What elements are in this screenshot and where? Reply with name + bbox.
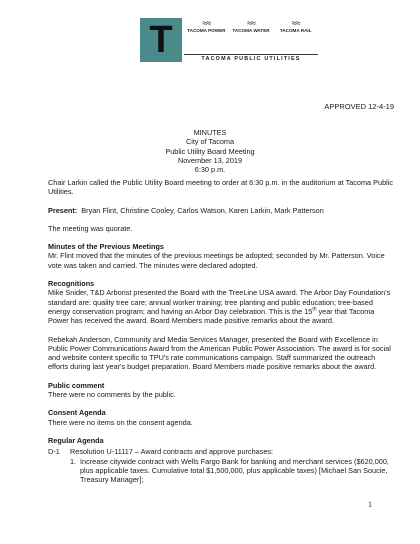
public-comment-heading: Public comment (48, 380, 105, 390)
logo-power-label: TACOMA POWER (187, 28, 226, 33)
recognitions-text-b: year that Tacoma Power has received the award. Board Members made positive remarks about the award. (48, 306, 375, 326)
present-paragraph (48, 206, 394, 215)
recognitions-text-a: Mike Snider, T&D Arborist presented the Board with the TreeLine USA award. The Arbor Day Foundation's standard are: quality tree care; annual worker training; tree planting and public education; tree-based energy conservation program; and having an Arbor Day celebration. This is the 15 (48, 288, 391, 316)
title-block (0, 128, 420, 174)
agenda-item-d1 (48, 447, 394, 456)
agenda-subitem-1 (48, 457, 394, 485)
logo-water (229, 18, 274, 52)
subitem-number: 1. (70, 456, 77, 466)
quorate-paragraph: The meeting was quorate. (48, 223, 133, 233)
water-wave-icon: ≈≈ (247, 18, 255, 28)
title-date: November 13, 2019 (177, 155, 243, 165)
t-logo-glyph: T (149, 19, 173, 61)
logo-power (184, 18, 229, 52)
t-logo-box (140, 18, 182, 62)
agenda-item-number: D-1 (48, 447, 60, 457)
title-meeting: Public Utility Board Meeting (165, 146, 255, 156)
page-number: 1 (368, 500, 372, 509)
present-label: Present: (48, 205, 78, 215)
title-city: City of Tacoma (185, 137, 235, 147)
tacoma-public-utilities-logo (140, 18, 318, 70)
ordinal-suffix: th (312, 306, 317, 313)
power-wave-icon: ≈≈ (202, 18, 211, 28)
logo-divisions (184, 18, 318, 52)
subitem-text: Increase citywide contract with Wells Fargo Bank for banking and merchant services ($620,000, plus applicable taxes. Cumulative total $1,500,000, plus applicable taxes) [Michael San Soucie, Treasury Manager]; (80, 456, 389, 485)
agenda-item-text: Resolution U-11117 – Award contracts and approve purchases: (70, 447, 274, 457)
consent-agenda-paragraph: There were no items on the consent agenda. (48, 417, 193, 427)
logo-band-text: TACOMA PUBLIC UTILITIES (184, 54, 318, 63)
approved-stamp: APPROVED 12-4-19 (324, 102, 394, 111)
intro-paragraph: Chair Larkin called the Public Utility Board meeting to order at 6:30 p.m. in the auditorium at Tacoma Public Utilities. (48, 178, 394, 197)
logo-rail (273, 18, 318, 52)
title-time: 6:30 p.m. (194, 165, 226, 175)
recognitions-paragraph-1 (48, 288, 394, 325)
minutes-heading: Minutes of the Previous Meetings (48, 242, 164, 252)
title-minutes: MINUTES (193, 128, 227, 137)
logo-water-label: TACOMA WATER (232, 28, 270, 33)
document-body (48, 178, 394, 484)
public-comment-paragraph: There were no comments by the public. (48, 390, 176, 400)
minutes-paragraph: Mr. Flint moved that the minutes of the previous meetings be adopted; seconded by Mr. Patterson. Voice vote was taken and carried. The minutes were declared adopted. (48, 251, 385, 270)
present-names: Bryan Flint, Christine Cooley, Carlos Watson, Karen Larkin, Mark Patterson (81, 205, 324, 215)
logo-rail-label: TACOMA RAIL (279, 28, 312, 33)
regular-agenda-heading: Regular Agenda (48, 435, 104, 445)
recognitions-paragraph-2: Rebekah Anderson, Community and Media Services Manager, presented the Board with Excellence in Public Power Communications Award from the American Public Power Association. The award is for social and website content specific to TPU's rate communications campaign. Staff summarized the outreach efforts during last year's budget preparation. Board Members made positive remarks about the award. (48, 334, 391, 372)
rail-wave-icon: ≈≈ (291, 18, 300, 28)
recognitions-heading: Recognitions (48, 279, 95, 289)
consent-agenda-heading: Consent Agenda (48, 408, 106, 418)
